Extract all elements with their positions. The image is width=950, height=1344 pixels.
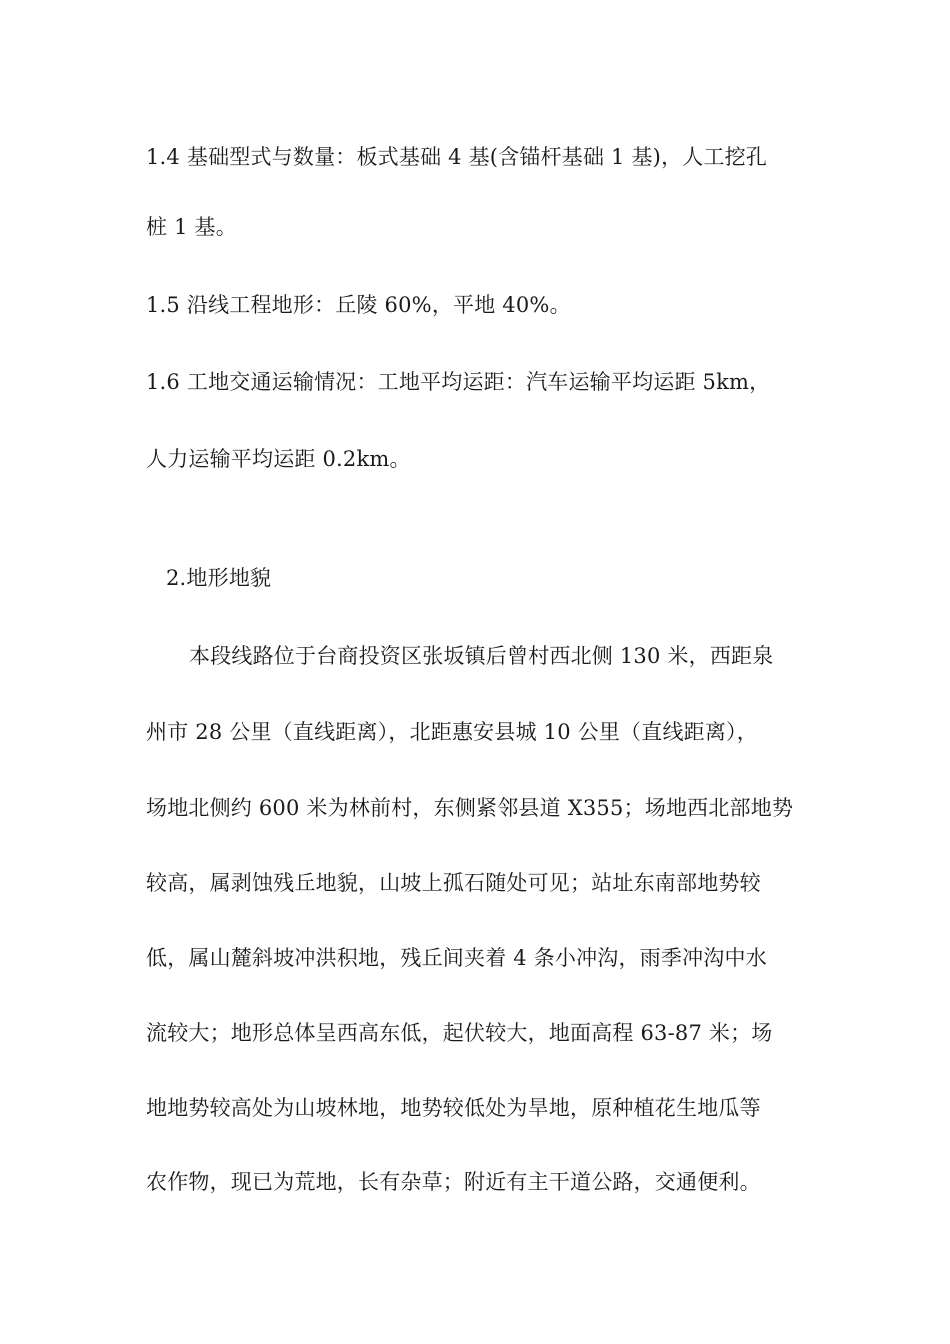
paragraph-1-6-line-2: 人力运输平均运距 0.2km。 — [146, 447, 411, 471]
terrain-paragraph-line-8: 农作物，现已为荒地，长有杂草；附近有主干道公路，交通便利。 — [146, 1170, 761, 1194]
paragraph-1-4-line-1: 1.4 基础型式与数量：板式基础 4 基(含锚杆基础 1 基)，人工挖孔 — [146, 145, 768, 169]
terrain-paragraph-line-6: 流较大；地形总体呈西高东低，起伏较大，地面高程 63-87 米；场 — [146, 1021, 773, 1045]
paragraph-1-6-line-1: 1.6 工地交通运输情况：工地平均运距：汽车运输平均运距 5km， — [146, 370, 771, 394]
paragraph-1-4-line-2: 桩 1 基。 — [146, 215, 237, 239]
terrain-paragraph-line-1: 本段线路位于台商投资区张坂镇后曾村西北侧 130 米，西距泉 — [189, 644, 774, 668]
terrain-paragraph-line-3: 场地北侧约 600 米为林前村，东侧紧邻县道 X355；场地西北部地势 — [146, 796, 794, 820]
terrain-paragraph-line-5: 低，属山麓斜坡冲洪积地，残丘间夹着 4 条小冲沟，雨季冲沟中水 — [146, 946, 767, 970]
terrain-paragraph-line-4: 较高，属剥蚀残丘地貌，山坡上孤石随处可见；站址东南部地势较 — [146, 871, 761, 895]
paragraph-1-5: 1.5 沿线工程地形：丘陵 60%，平地 40%。 — [146, 293, 571, 317]
terrain-paragraph-line-2: 州市 28 公里（直线距离），北距惠安县城 10 公里（直线距离）， — [146, 720, 758, 744]
terrain-paragraph-line-7: 地地势较高处为山坡林地，地势较低处为旱地，原种植花生地瓜等 — [146, 1096, 761, 1120]
section-heading-terrain: 2.地形地貌 — [166, 566, 272, 590]
